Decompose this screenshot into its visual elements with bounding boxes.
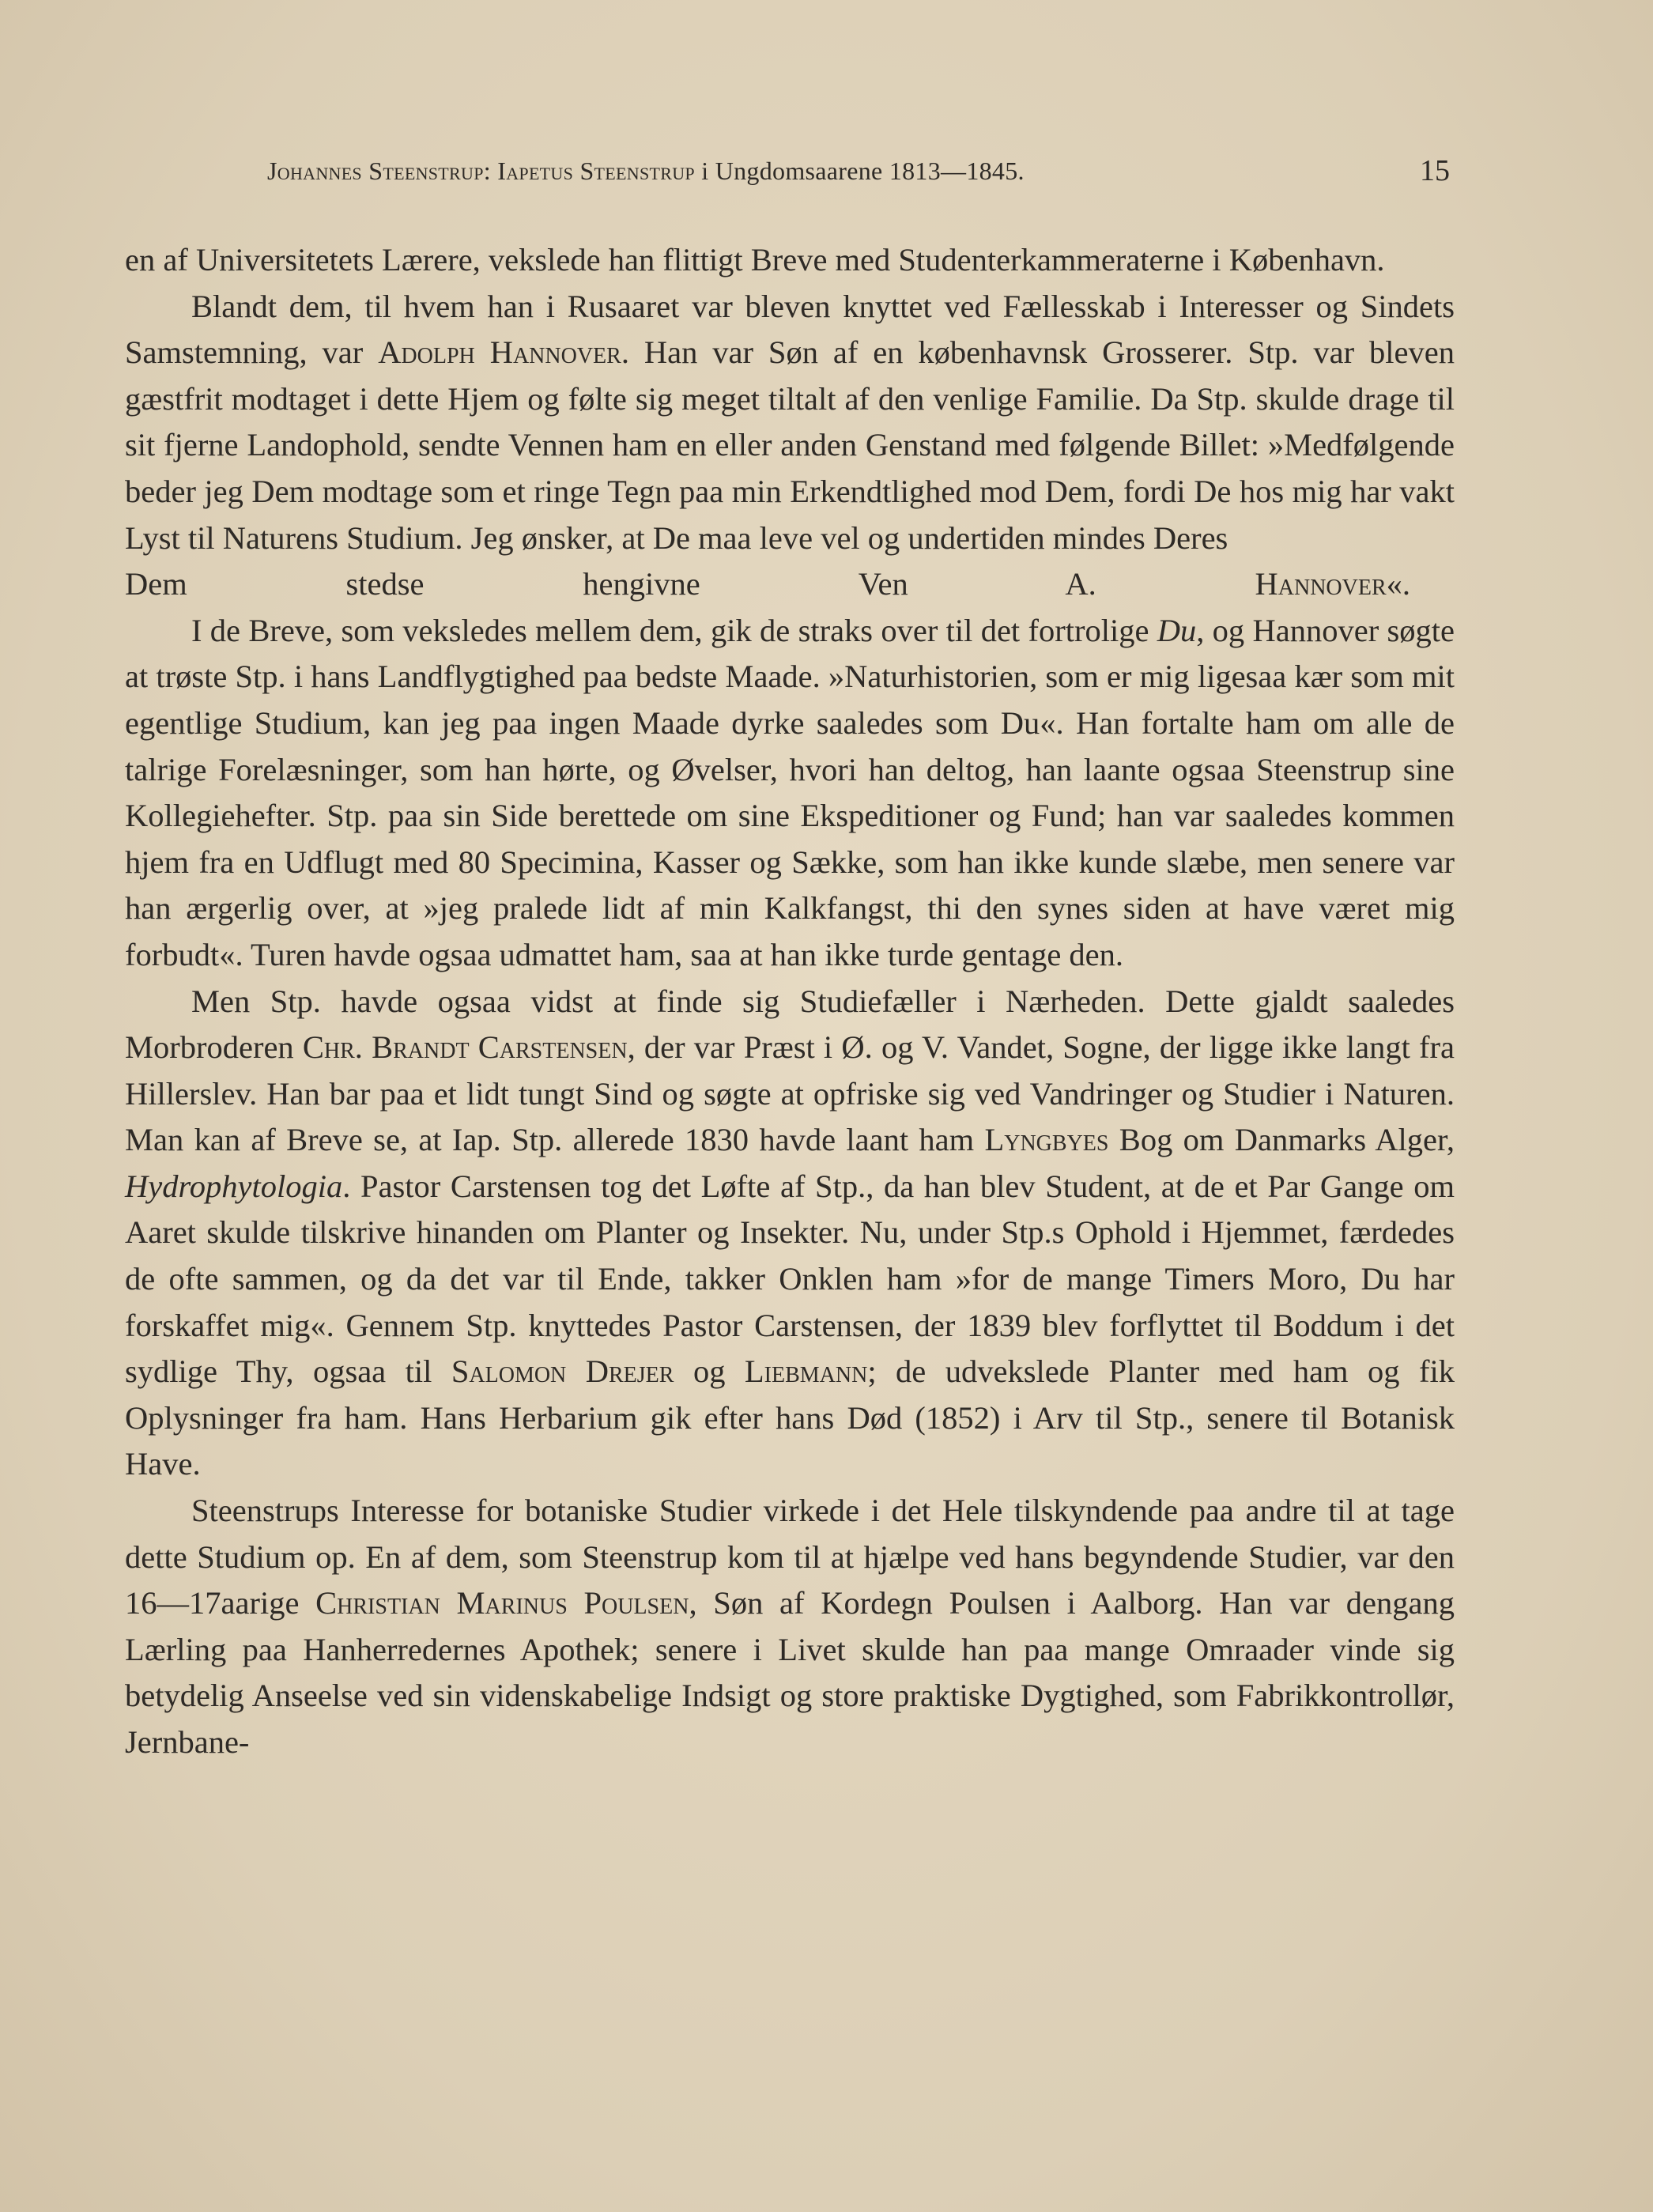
p4-name-drejer: Salomon Drejer [451, 1353, 674, 1390]
paragraph-2 [125, 284, 1455, 562]
signature-end: «. [1386, 566, 1411, 602]
signature-initial: A. [1065, 566, 1255, 602]
p5-text-a: Steenstrups Interesse for botaniske Studier virkede i det Hele tilskyndende paa andre til at tage dette Studium op. En af dem, som Steenstrup kom til at hjælpe ved hans begyndende Studier, var den 16—17aarige [125, 1493, 1455, 1621]
p4-text-f: ; de udvekslede Planter med ham og fik Oplysninger fra ham. Hans Herbarium gik efter hans Død (1852) i Arv til Stp., senere til Botanisk Have. [125, 1353, 1455, 1482]
header-subject-name: Iapetus Steenstrup [497, 157, 695, 185]
paragraph-5 [125, 1488, 1455, 1766]
page-number: 15 [1420, 154, 1450, 187]
paragraph-4 [125, 979, 1455, 1489]
p4-text-a: Men Stp. havde ogsaa vidst at finde sig Studiefæller i Nærheden. Dette gjaldt saaledes Morbroderen [125, 983, 1455, 1066]
header-author: Johannes Steenstrup [267, 157, 484, 185]
signature-closing: Dem stedse hengivne Ven [125, 566, 908, 602]
p1-text: en af Universitetets Lærere, vekslede han flittigt Breve med Studenterkammeraterne i København. [125, 242, 1385, 277]
p4-text-b: , der var Præst i Ø. og V. Vandet, Sogne, der ligge ikke langt fra Hillerslev. Han bar paa et lidt tungt Sind og søgte at opfriske sig ved Vandringer og Studier i Naturen. Man kan af Breve se, at Iap. Stp. allerede 1830 havde laant ham [125, 1029, 1455, 1158]
paragraph-1 [125, 237, 1455, 284]
p5-name-poulsen: Christian Marinus Poulsen [315, 1585, 689, 1621]
p3-text-a: I de Breve, som veksledes mellem dem, gik de straks over til det fortrolige [191, 612, 1157, 648]
p3-du: Du [1157, 612, 1197, 648]
p4-text-e: og [674, 1353, 745, 1390]
p2-text-b: . Han var Søn af en københavnsk Grosserer. Stp. var bleven gæstfrit modtaget i dette Hjem og følte sig meget tiltalt af den venlige Familie. Da Stp. skulde drage til sit fjerne Landophold, sendte Vennen ham en eller anden Genstand med følgende Billet: »Medfølgende beder jeg Dem modtage som et ringe Tegn paa min Erkendtlighed mod Dem, fordi De hos mig har vakt Lyst til Naturens Studium. Jeg ønsker, at De maa leve vel og undertiden mindes Deres [125, 334, 1455, 556]
header-separator: : [483, 157, 491, 185]
p4-name-liebmann: Liebmann [744, 1353, 868, 1390]
header-subject-rest: i Ungdomsaarene 1813—1845. [694, 157, 1025, 185]
paragraph-3 [125, 608, 1455, 979]
signature [1065, 566, 1455, 602]
signature-name: Hannover [1255, 566, 1387, 602]
p2-text-a: Blandt dem, til hvem han i Rusaaret var bleven knyttet ved Fællesskab i Interesser og Sindets Samstemning, var [125, 288, 1455, 371]
p4-name-lyngbye: Lyngbyes [984, 1122, 1109, 1158]
p4-book-title: Hydrophytologia [125, 1168, 343, 1204]
running-header [267, 157, 1453, 186]
p4-name-carstensen: Chr. Brandt Carstensen [302, 1029, 628, 1066]
body-text [125, 237, 1455, 1766]
p2-name: Adolph Hannover [378, 334, 621, 371]
p3-text-b: , og Hannover søgte at trøste Stp. i hans Landflygtighed paa bedste Maade. »Naturhistorien, som er mig ligesaa kær som mit egentlige Studium, kan jeg paa ingen Maade dyrke saaledes som Du«. Han fortalte ham om alle de talrige Forelæsninger, som han hørte, og Øvelser, hvori han deltog, han laante ogsaa Steenstrup sine Kollegiehefter. Stp. paa sin Side berettede om sine Ekspeditioner og Fund; han var saaledes kommen hjem fra en Udflugt med 80 Specimina, Kasser og Sække, som han ikke kunde slæbe, men senere var han ærgerlig over, at »jeg pralede lidt af min Kalkfangst, thi den synes siden at have været mig forbudt«. Turen havde ogsaa udmattet ham, saa at han ikke turde gentage den. [125, 612, 1455, 972]
p4-text-c: Bog om Danmarks Alger, [1108, 1122, 1455, 1158]
signature-line [125, 561, 1455, 608]
p4-text-d: . Pastor Carstensen tog det Løfte af Stp., da han blev Student, at de et Par Gange om Aaret skulde tilskrive hinanden om Planter og Insekter. Nu, under Stp.s Ophold i Hjemmet, færdedes de ofte sammen, og da det var til Ende, takker Onklen ham »for de mange Timers Moro, Du har forskaffet mig«. Gennem Stp. knyttedes Pastor Carstensen, der 1839 blev forflyttet til Boddum i det sydlige Thy, ogsaa til [125, 1168, 1455, 1390]
p5-text-b: , Søn af Kordegn Poulsen i Aalborg. Han var dengang Lærling paa Hanherredernes Apothek; senere i Livet skulde han paa mange Omraader vinde sig betydelig Anseelse ved sin videnskabelige Indsigt og store praktiske Dygtighed, som Fabrikkontrollør, Jernbane- [125, 1585, 1455, 1760]
